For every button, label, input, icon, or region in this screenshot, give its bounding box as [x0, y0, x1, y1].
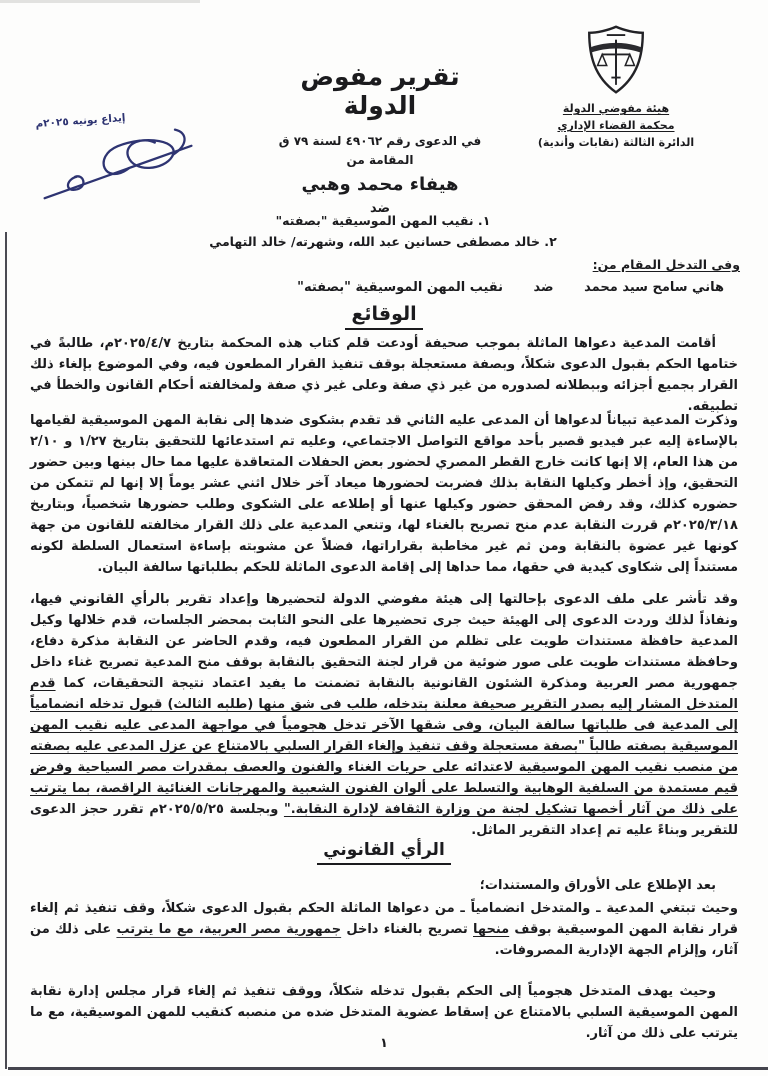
opinion-p1-text: وحيث تبتغي المدعية ـ والمتدخل انضمامياً ـ من دعواها الماثلة الحكم بقبول الدعوى شكلاً، وقف تنفيذ ثم إلغاء قرار نقابة المهن الموسيقية بوقف: [30, 901, 738, 937]
court-emblem-icon: [586, 24, 646, 96]
plaintiff-name: هيفاء محمد وهبي: [301, 174, 459, 195]
report-title: تقرير مفوض الدولة: [300, 62, 460, 120]
scan-edge-artifact: [0, 0, 200, 3]
letterhead-circuit: الدائرة الثالثة (نقابات وأندية): [537, 136, 695, 149]
facts-heading-text: الوقائع: [345, 303, 422, 330]
title-block: [270, 62, 490, 216]
intervenor-name: هاني سامح سيد محمد: [584, 280, 724, 295]
facts-p3-tail: وبجلسة ٢٠٢٥/٥/٢٥م تقرر حجز الدعوى للتقرير وبناءً عليه تم إعداد التقرير الماثل.: [30, 802, 738, 838]
letterhead-authority: هيئة مفوضي الدولة: [562, 102, 670, 115]
versus-label: ضد: [369, 201, 391, 216]
facts-p3-normal: وقد تأشر على ملف الدعوى بإحالتها إلى هيئة مفوضي الدولة لتحضيرها وإعداد تقرير بالرأي القانوني فيها، ونفاذاً لذلك وردت الدعوى إلى الهيئة حيث جرى تحضيرها على النحو الثابت بمحضر الجلسات، قدم خلالها وكيل المدعية حافظة مستندات طويت على تظلم من القرار المطعون فيه، وقدم الحاضر عن النقابة مذكرة دفاع، وحافظة مستندات طويت على صور ضوئية من قرار لجنة التحقيق بالنقابة بوقف منح المدعية تصريح غناء داخل جمهورية مصر العربية ومذكرة الشئون القانونية بالنقابة تضمنت ما يفيد اعتماد نتيجة التحقيقات، كما: [30, 592, 738, 691]
opinion-p1-underline-1: منحها: [473, 922, 510, 937]
facts-heading: [0, 303, 768, 330]
case-number-line: في الدعوى رقم ٤٩٠٦٢ لسنة ٧٩ ق: [278, 134, 482, 148]
intervention-defendant: نقيب المهن الموسيقية "بصفته": [297, 280, 504, 295]
opinion-p1-text: تصريح بالغناء داخل: [341, 922, 473, 937]
scan-edge-artifact: [8, 1067, 768, 1070]
defendant-1: ١. نقيب المهن الموسيقية "بصفته": [275, 213, 491, 228]
letterhead-court: محكمة القضاء الإداري: [557, 119, 675, 132]
opinion-p1-underline-2: جمهورية مصر العربية، مع ما يترتب: [116, 922, 342, 937]
opinion-paragraph-2: وحيث يهدف المتدخل هجومياً إلى الحكم بقبول تدخله شكلاً، ووقف تنفيذ ثم إلغاء قرار مجلس إدارة نقابة المهن الموسيقية السلبي بالامتناع عن إسقاط عضوية المتدخل ضده من منصبه كنقيب للمهن الموسيقية، مع ما يترتب على ذلك من آثار.: [30, 984, 738, 1041]
facts-paragraph-3: [30, 589, 738, 841]
defendants-list: [183, 210, 583, 252]
legal-opinion-heading-text: الرأي القانوني: [317, 840, 451, 865]
defendant-2: ٢. خالد مصطفى حسانين عبد الله، وشهرته/ خالد التهامي: [209, 234, 557, 249]
deposit-annotation: [25, 105, 226, 208]
opinion-p1-text: على ذلك من آثار، وإلزام الجهة الإدارية المصروفات.: [30, 922, 738, 958]
page-number: ١: [380, 1036, 388, 1051]
opinion-intro-line: بعد الإطلاع على الأوراق والمستندات؛: [479, 878, 716, 893]
intervention-label: وفى التدخل المقام من:: [592, 257, 740, 272]
intervention-parties: [297, 280, 724, 295]
facts-paragraph-2: وذكرت المدعية تبياناً لدعواها أن المدعى عليه الثاني قد تقدم بشكوى ضدها إلى نقابة المهن الموسيقية لقيامها بالإساءة إليه عبر فيديو قصير بأحد مواقع التواصل الاجتماعي، وعليه تم استدعائها للتحقيق بتاريخ ١/٢٧ و ٢/١٠ من هذا العام، إلا إنها كانت خارج القطر المصري لحضور بعض الحفلات المتعاقدة عليها مما حال بينها وبين حضور التحقيق، وإذ أخطر وكيلها النقابة بذلك فضربت لحضورها ميعاد آخر خلال اثني عشر يوماً إلا إنها لم تتمكن من حضوره كذلك، وقد رفض المحقق حضور وكيلها عنها أو إطلاعه على الشكوى وطلب حضورها شخصياً، وبتاريخ ٢٠٢٥/٣/١٨م قررت النقابة عدم منح تصريح بالغناء لها، وتنعي المدعية على ذلك القرار مخالفته للقانون من جهة كونها غير عضوة بالنقابة ومن ثم غير مخاطبة بقراراتها، فضلاً عن مشوبته بإساءة استعمال السلطة لكونه مستنداً إلى شكاوى كيدية في حقها، مما حداها إلى إقامة الدعوى الماثلة للحكم بطلباتها سالفة البيان.: [30, 413, 738, 575]
scan-edge-artifact: [5, 232, 7, 1069]
legal-opinion-heading: [0, 840, 768, 865]
deposit-note: إيداع يونيه ٢٠٢٥م: [35, 111, 126, 131]
opinion-paragraph-1: [30, 898, 738, 961]
filed-by-label: المقامة من: [346, 153, 414, 167]
facts-p3-underlined-passage: قدم المتدخل المشار إليه بصدر التقرير صحيفة معلنة بتدخله، طلب فى شق منها (طلبه الثالث) قبول تدخله انضمامياً إلى المدعية فى طلباتها سالفة البيان، وفى شقها الآخر تدخل هجومياً في مواجهة المدعى عليه نقيب المهن الموسيقية بصفته طالباً "بصفة مستعجلة وقف تنفيذ وإلغاء القرار السلبي بالامتناع عن عزل المدعى عليه بصفته من منصب نقيب المهن الموسيقية لاعتدائه على حريات الغناء والفنون والعصف بمقدرات مصر السياحية وفرض قيم مستمدة من السلفية الوهابية والتسلط على ألوان الفنون الشعبية والمهرجانات الغنائية الراقصة، بما يترتب على ذلك من آثار أخصها تشكيل لجنة من وزارة الثقافة لإدارة النقابة.": [30, 676, 738, 817]
facts-paragraph-1: أقامت المدعية دعواها الماثلة بموجب صحيفة أودعت قلم كتاب هذه المحكمة بتاريخ ٢٠٢٥/٤/٧م، طالبةً في ختامها الحكم بقبول الدعوى شكلاً، وبصفة مستعجلة بوقف تنفيذ القرار المطعون فيه، وفي الموضوع بإلغاء ذلك القرار بجميع أجزائه وببطلانه لصدوره من غير ذي صفة وعلى غير ذي صفة ولمخالفته أحكام القانون والخطأ في تطبيقه.: [30, 336, 738, 414]
intervention-versus-label: ضد: [533, 280, 554, 295]
letterhead: [528, 24, 704, 151]
